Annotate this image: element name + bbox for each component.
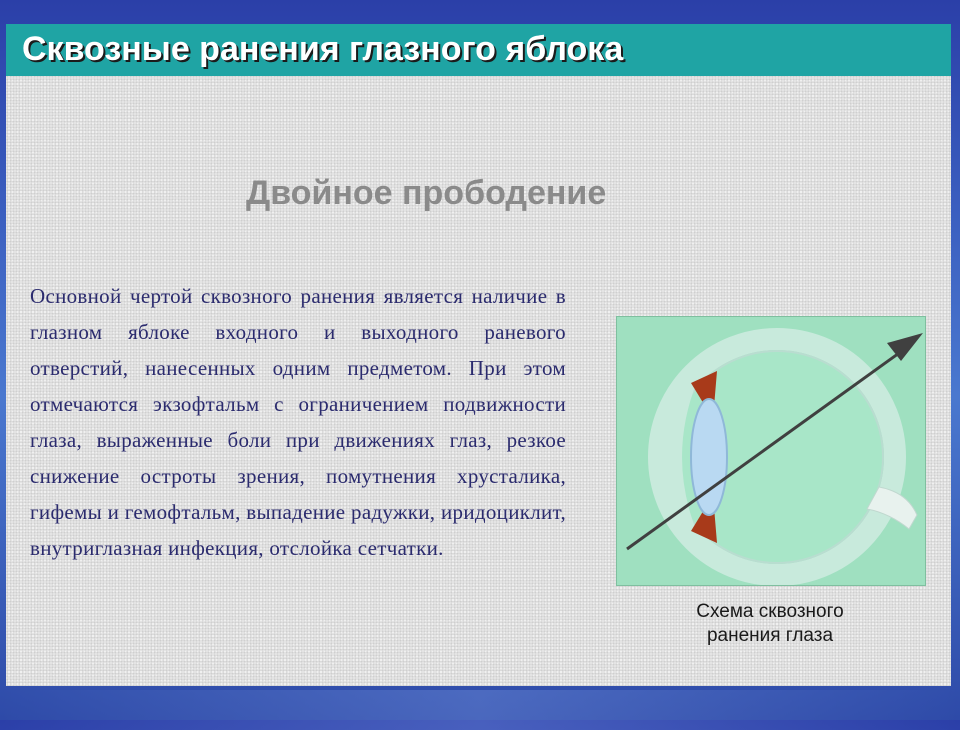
caption-line-1: Схема сквозного bbox=[696, 601, 844, 622]
eye-diagram-svg bbox=[617, 317, 925, 585]
slide-subtitle: Двойное прободение bbox=[246, 174, 607, 212]
body-text: Основной чертой сквозного ранения является наличие в глазном яблоке входного и выходного раневого отверстий, нанесенных одним предметом. При этом отмечаются экзофтальм с ограничением подвижности глаза, выраженные боли при движениях глаз, резкое снижение остроты зрения, помутнения хрусталика, гифемы и гемофтальм, выпадение радужки, иридоциклит, внутриглазная инфекция, отслойка сетчатки. bbox=[30, 284, 566, 560]
slide-title: Сквозные ранения глазного яблока bbox=[22, 30, 624, 68]
figure-caption bbox=[616, 600, 924, 648]
eye-diagram bbox=[616, 316, 926, 586]
slide-panel bbox=[6, 24, 951, 686]
background-streak bbox=[0, 690, 960, 730]
title-bar bbox=[6, 24, 951, 76]
caption-line-2: ранения глаза bbox=[706, 625, 834, 646]
